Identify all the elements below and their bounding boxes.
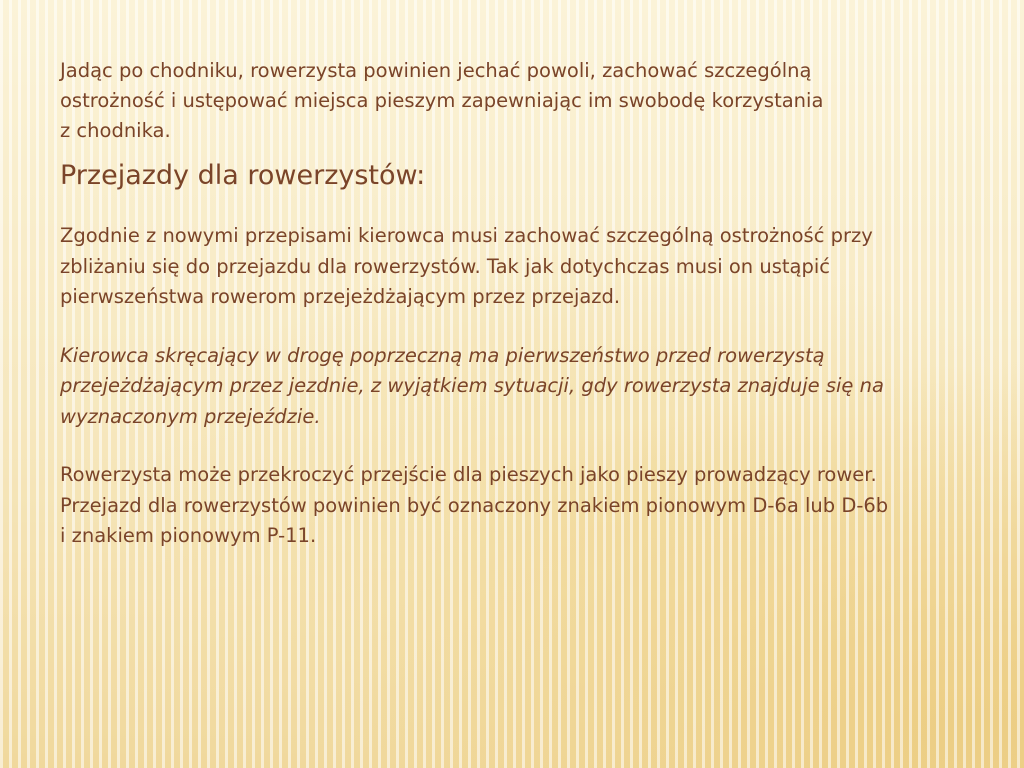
- paragraph-driver-caution: [60, 221, 970, 313]
- paragraph-line: przejeżdżającym przez jezdnie, z wyjątkiem sytuacji, gdy rowerzysta znajduje się na: [60, 374, 884, 397]
- spacer: [60, 432, 970, 460]
- spacer: [60, 193, 970, 221]
- intro-line: z chodnika.: [60, 119, 171, 142]
- section-heading: Przejazdy dla rowerzystów:: [60, 160, 426, 191]
- paragraph-line: i znakiem pionowym P-11.: [60, 524, 317, 547]
- intro-paragraph: [60, 56, 970, 146]
- paragraph-line: Kierowca skręcający w drogę poprzeczną ma pierwszeństwo przed rowerzystą: [60, 343, 825, 367]
- paragraph-line: pierwszeństwa rowerom przejeżdżającym przez przejazd.: [60, 285, 621, 308]
- slide-content: [60, 56, 970, 552]
- paragraph-line: Rowerzysta może przekroczyć przejście dla pieszych jako pieszy prowadzący rower.: [60, 463, 877, 486]
- paragraph-turning-priority: [60, 341, 970, 433]
- paragraph-line: Przejazd dla rowerzystów powinien być oznaczony znakiem pionowym D-6a lub D-6b: [60, 493, 889, 517]
- intro-line: ostrożność i ustępować miejsca pieszym zapewniając im swobodę korzystania: [60, 89, 824, 112]
- paragraph-line: Zgodnie z nowymi przepisami kierowca musi zachować szczególną ostrożność przy: [60, 224, 873, 247]
- spacer: [60, 313, 970, 341]
- paragraph-line: zbliżaniu się do przejazdu dla rowerzystów. Tak jak dotychczas musi on ustąpić: [60, 254, 830, 278]
- paragraph-line: wyznaczonym przejeździe.: [60, 404, 321, 428]
- paragraph-crossing-signs: [60, 460, 970, 552]
- intro-line: Jadąc po chodniku, rowerzysta powinien jechać powoli, zachować szczególną: [60, 59, 812, 82]
